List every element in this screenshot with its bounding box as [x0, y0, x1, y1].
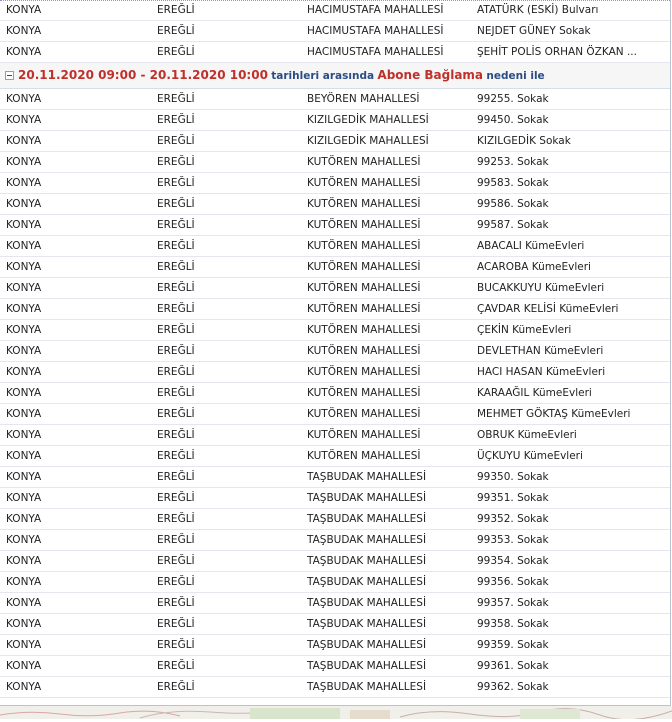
- cell-street: BUCAKKUYU KümeEvleri: [477, 282, 605, 294]
- cell-province: KONYA: [6, 639, 42, 651]
- cell-province: KONYA: [6, 114, 42, 126]
- cell-neighborhood: KUTÖREN MAHALLESİ: [307, 366, 421, 378]
- cell-district: EREĞLİ: [157, 513, 195, 525]
- cell-province: KONYA: [6, 240, 42, 252]
- table-row[interactable]: [0, 131, 670, 152]
- table-row[interactable]: [0, 656, 670, 677]
- cell-district: EREĞLİ: [157, 156, 195, 168]
- group-rows: [0, 89, 670, 698]
- cell-street: 99359. Sokak: [477, 639, 549, 651]
- cell-province: KONYA: [6, 25, 42, 37]
- cell-province: KONYA: [6, 513, 42, 525]
- cell-district: EREĞLİ: [157, 219, 195, 231]
- cell-neighborhood: TAŞBUDAK MAHALLESİ: [307, 576, 427, 588]
- table-row[interactable]: [0, 341, 670, 362]
- cell-street: 99353. Sokak: [477, 534, 549, 546]
- cell-neighborhood: KUTÖREN MAHALLESİ: [307, 156, 421, 168]
- cell-district: EREĞLİ: [157, 4, 195, 16]
- table-row[interactable]: [0, 677, 670, 698]
- cell-street: 99255. Sokak: [477, 93, 549, 105]
- cell-district: EREĞLİ: [157, 303, 195, 315]
- table-row[interactable]: [0, 572, 670, 593]
- cell-province: KONYA: [6, 219, 42, 231]
- cell-neighborhood: KUTÖREN MAHALLESİ: [307, 345, 421, 357]
- cell-neighborhood: KUTÖREN MAHALLESİ: [307, 387, 421, 399]
- collapse-icon[interactable]: [5, 71, 14, 80]
- cell-street: ATATÜRK (ESKİ) Bulvarı: [477, 4, 599, 16]
- cell-neighborhood: KUTÖREN MAHALLESİ: [307, 261, 421, 273]
- cell-province: KONYA: [6, 366, 42, 378]
- cell-district: EREĞLİ: [157, 198, 195, 210]
- table-row[interactable]: [0, 488, 670, 509]
- cell-street: 99583. Sokak: [477, 177, 549, 189]
- cell-district: EREĞLİ: [157, 387, 195, 399]
- cell-province: KONYA: [6, 177, 42, 189]
- cell-neighborhood: TAŞBUDAK MAHALLESİ: [307, 639, 427, 651]
- cell-district: EREĞLİ: [157, 177, 195, 189]
- cell-street: OBRUK KümeEvleri: [477, 429, 577, 441]
- cell-neighborhood: KUTÖREN MAHALLESİ: [307, 282, 421, 294]
- cell-neighborhood: KIZILGEDİK MAHALLESİ: [307, 114, 429, 126]
- table-row[interactable]: [0, 362, 670, 383]
- cell-street: ŞEHİT POLİS ORHAN ÖZKAN ...: [477, 46, 637, 58]
- cell-district: EREĞLİ: [157, 93, 195, 105]
- cell-neighborhood: KUTÖREN MAHALLESİ: [307, 450, 421, 462]
- cell-district: EREĞLİ: [157, 660, 195, 672]
- table-row[interactable]: [0, 173, 670, 194]
- cell-street: 99586. Sokak: [477, 198, 549, 210]
- cell-street: NEJDET GÜNEY Sokak: [477, 25, 591, 37]
- cell-province: KONYA: [6, 282, 42, 294]
- cell-street: 99356. Sokak: [477, 576, 549, 588]
- group-date-range: 20.11.2020 09:00 - 20.11.2020 10:00: [18, 68, 268, 82]
- table-row[interactable]: [0, 509, 670, 530]
- cell-province: KONYA: [6, 4, 42, 16]
- cell-district: EREĞLİ: [157, 471, 195, 483]
- cell-street: ACAROBA KümeEvleri: [477, 261, 591, 273]
- cell-street: 99354. Sokak: [477, 555, 549, 567]
- table-row[interactable]: [0, 278, 670, 299]
- table-row[interactable]: [0, 89, 670, 110]
- cell-district: EREĞLİ: [157, 681, 195, 693]
- map-strip: [0, 706, 672, 719]
- table-row[interactable]: [0, 42, 670, 63]
- cell-district: EREĞLİ: [157, 135, 195, 147]
- cell-district: EREĞLİ: [157, 408, 195, 420]
- cell-province: KONYA: [6, 156, 42, 168]
- cell-province: KONYA: [6, 261, 42, 273]
- cell-province: KONYA: [6, 681, 42, 693]
- table-row[interactable]: [0, 425, 670, 446]
- cell-neighborhood: KUTÖREN MAHALLESİ: [307, 177, 421, 189]
- table-row[interactable]: [0, 236, 670, 257]
- table-row[interactable]: [0, 446, 670, 467]
- cell-neighborhood: KUTÖREN MAHALLESİ: [307, 198, 421, 210]
- cell-neighborhood: KUTÖREN MAHALLESİ: [307, 324, 421, 336]
- cell-district: EREĞLİ: [157, 576, 195, 588]
- table-row[interactable]: [0, 152, 670, 173]
- cell-neighborhood: HACIMUSTAFA MAHALLESİ: [307, 4, 444, 16]
- cell-neighborhood: TAŞBUDAK MAHALLESİ: [307, 513, 427, 525]
- cell-street: 99587. Sokak: [477, 219, 549, 231]
- cell-street: 99361. Sokak: [477, 660, 549, 672]
- cell-district: EREĞLİ: [157, 492, 195, 504]
- cell-province: KONYA: [6, 303, 42, 315]
- cell-province: KONYA: [6, 46, 42, 58]
- cell-street: 99253. Sokak: [477, 156, 549, 168]
- cell-province: KONYA: [6, 387, 42, 399]
- table-row[interactable]: [0, 530, 670, 551]
- cell-province: KONYA: [6, 597, 42, 609]
- cell-neighborhood: KUTÖREN MAHALLESİ: [307, 240, 421, 252]
- cell-street: DEVLETHAN KümeEvleri: [477, 345, 604, 357]
- table-row[interactable]: [0, 257, 670, 278]
- cell-province: KONYA: [6, 324, 42, 336]
- cell-neighborhood: KUTÖREN MAHALLESİ: [307, 408, 421, 420]
- cell-street: 99352. Sokak: [477, 513, 549, 525]
- cell-neighborhood: HACIMUSTAFA MAHALLESİ: [307, 25, 444, 37]
- cell-district: EREĞLİ: [157, 597, 195, 609]
- cell-district: EREĞLİ: [157, 639, 195, 651]
- cell-district: EREĞLİ: [157, 429, 195, 441]
- table-row[interactable]: [0, 383, 670, 404]
- cell-street: KIZILGEDİK Sokak: [477, 135, 571, 147]
- cell-province: KONYA: [6, 408, 42, 420]
- table-row[interactable]: [0, 299, 670, 320]
- cell-street: 99358. Sokak: [477, 618, 549, 630]
- table-row[interactable]: [0, 215, 670, 236]
- cell-neighborhood: TAŞBUDAK MAHALLESİ: [307, 597, 427, 609]
- cell-street: HACI HASAN KümeEvleri: [477, 366, 606, 378]
- group-reason: Abone Bağlama: [377, 68, 484, 82]
- cell-province: KONYA: [6, 93, 42, 105]
- cell-neighborhood: TAŞBUDAK MAHALLESİ: [307, 471, 427, 483]
- cell-neighborhood: KUTÖREN MAHALLESİ: [307, 303, 421, 315]
- cell-district: EREĞLİ: [157, 46, 195, 58]
- table-row[interactable]: [0, 635, 670, 656]
- cell-district: EREĞLİ: [157, 25, 195, 37]
- cell-street: 99351. Sokak: [477, 492, 549, 504]
- table-row[interactable]: [0, 21, 670, 42]
- cell-district: EREĞLİ: [157, 618, 195, 630]
- cell-neighborhood: BEYÖREN MAHALLESİ: [307, 93, 420, 105]
- cell-province: KONYA: [6, 471, 42, 483]
- cell-street: 99357. Sokak: [477, 597, 549, 609]
- table-row[interactable]: [0, 320, 670, 341]
- cell-province: KONYA: [6, 660, 42, 672]
- cell-district: EREĞLİ: [157, 324, 195, 336]
- cell-district: EREĞLİ: [157, 366, 195, 378]
- cell-province: KONYA: [6, 450, 42, 462]
- cell-street: KARAAĞIL KümeEvleri: [477, 387, 592, 399]
- cell-district: EREĞLİ: [157, 114, 195, 126]
- group-reason-suffix: nedeni ile: [486, 70, 545, 82]
- table-row[interactable]: [0, 194, 670, 215]
- cell-street: MEHMET GÖKTAŞ KümeEvleri: [477, 408, 631, 420]
- cell-province: KONYA: [6, 492, 42, 504]
- cell-neighborhood: KUTÖREN MAHALLESİ: [307, 429, 421, 441]
- table-row[interactable]: [0, 551, 670, 572]
- cell-street: ÇEKİN KümeEvleri: [477, 324, 572, 336]
- cell-district: EREĞLİ: [157, 261, 195, 273]
- cell-district: EREĞLİ: [157, 534, 195, 546]
- cell-neighborhood: KUTÖREN MAHALLESİ: [307, 219, 421, 231]
- map-preview: [0, 706, 672, 719]
- top-rows: [0, 0, 670, 63]
- table-row[interactable]: [0, 110, 670, 131]
- cell-street: ÜÇKUYU KümeEvleri: [477, 450, 583, 462]
- cell-neighborhood: TAŞBUDAK MAHALLESİ: [307, 660, 427, 672]
- cell-neighborhood: TAŞBUDAK MAHALLESİ: [307, 618, 427, 630]
- group-header-text: [18, 63, 545, 89]
- table-row[interactable]: [0, 404, 670, 425]
- cell-district: EREĞLİ: [157, 282, 195, 294]
- cell-street: ÇAVDAR KELİSİ KümeEvleri: [477, 303, 619, 315]
- cell-province: KONYA: [6, 198, 42, 210]
- cell-neighborhood: TAŞBUDAK MAHALLESİ: [307, 492, 427, 504]
- cell-district: EREĞLİ: [157, 240, 195, 252]
- cell-district: EREĞLİ: [157, 345, 195, 357]
- cell-district: EREĞLİ: [157, 450, 195, 462]
- cell-province: KONYA: [6, 135, 42, 147]
- cell-neighborhood: TAŞBUDAK MAHALLESİ: [307, 555, 427, 567]
- cell-province: KONYA: [6, 576, 42, 588]
- table-row[interactable]: [0, 0, 670, 21]
- cell-province: KONYA: [6, 618, 42, 630]
- cell-street: 99350. Sokak: [477, 471, 549, 483]
- cell-street: ABACALI KümeEvleri: [477, 240, 585, 252]
- cell-province: KONYA: [6, 429, 42, 441]
- cell-neighborhood: KIZILGEDİK MAHALLESİ: [307, 135, 429, 147]
- cell-province: KONYA: [6, 555, 42, 567]
- group-header[interactable]: [0, 63, 670, 89]
- table-row[interactable]: [0, 593, 670, 614]
- cell-district: EREĞLİ: [157, 555, 195, 567]
- group-between-text: tarihleri arasında: [271, 70, 375, 82]
- cell-neighborhood: TAŞBUDAK MAHALLESİ: [307, 534, 427, 546]
- cell-province: KONYA: [6, 345, 42, 357]
- cell-street: 99450. Sokak: [477, 114, 549, 126]
- cell-neighborhood: HACIMUSTAFA MAHALLESİ: [307, 46, 444, 58]
- cell-street: 99362. Sokak: [477, 681, 549, 693]
- table-row[interactable]: [0, 467, 670, 488]
- table-row[interactable]: [0, 614, 670, 635]
- cell-province: KONYA: [6, 534, 42, 546]
- cell-neighborhood: TAŞBUDAK MAHALLESİ: [307, 681, 427, 693]
